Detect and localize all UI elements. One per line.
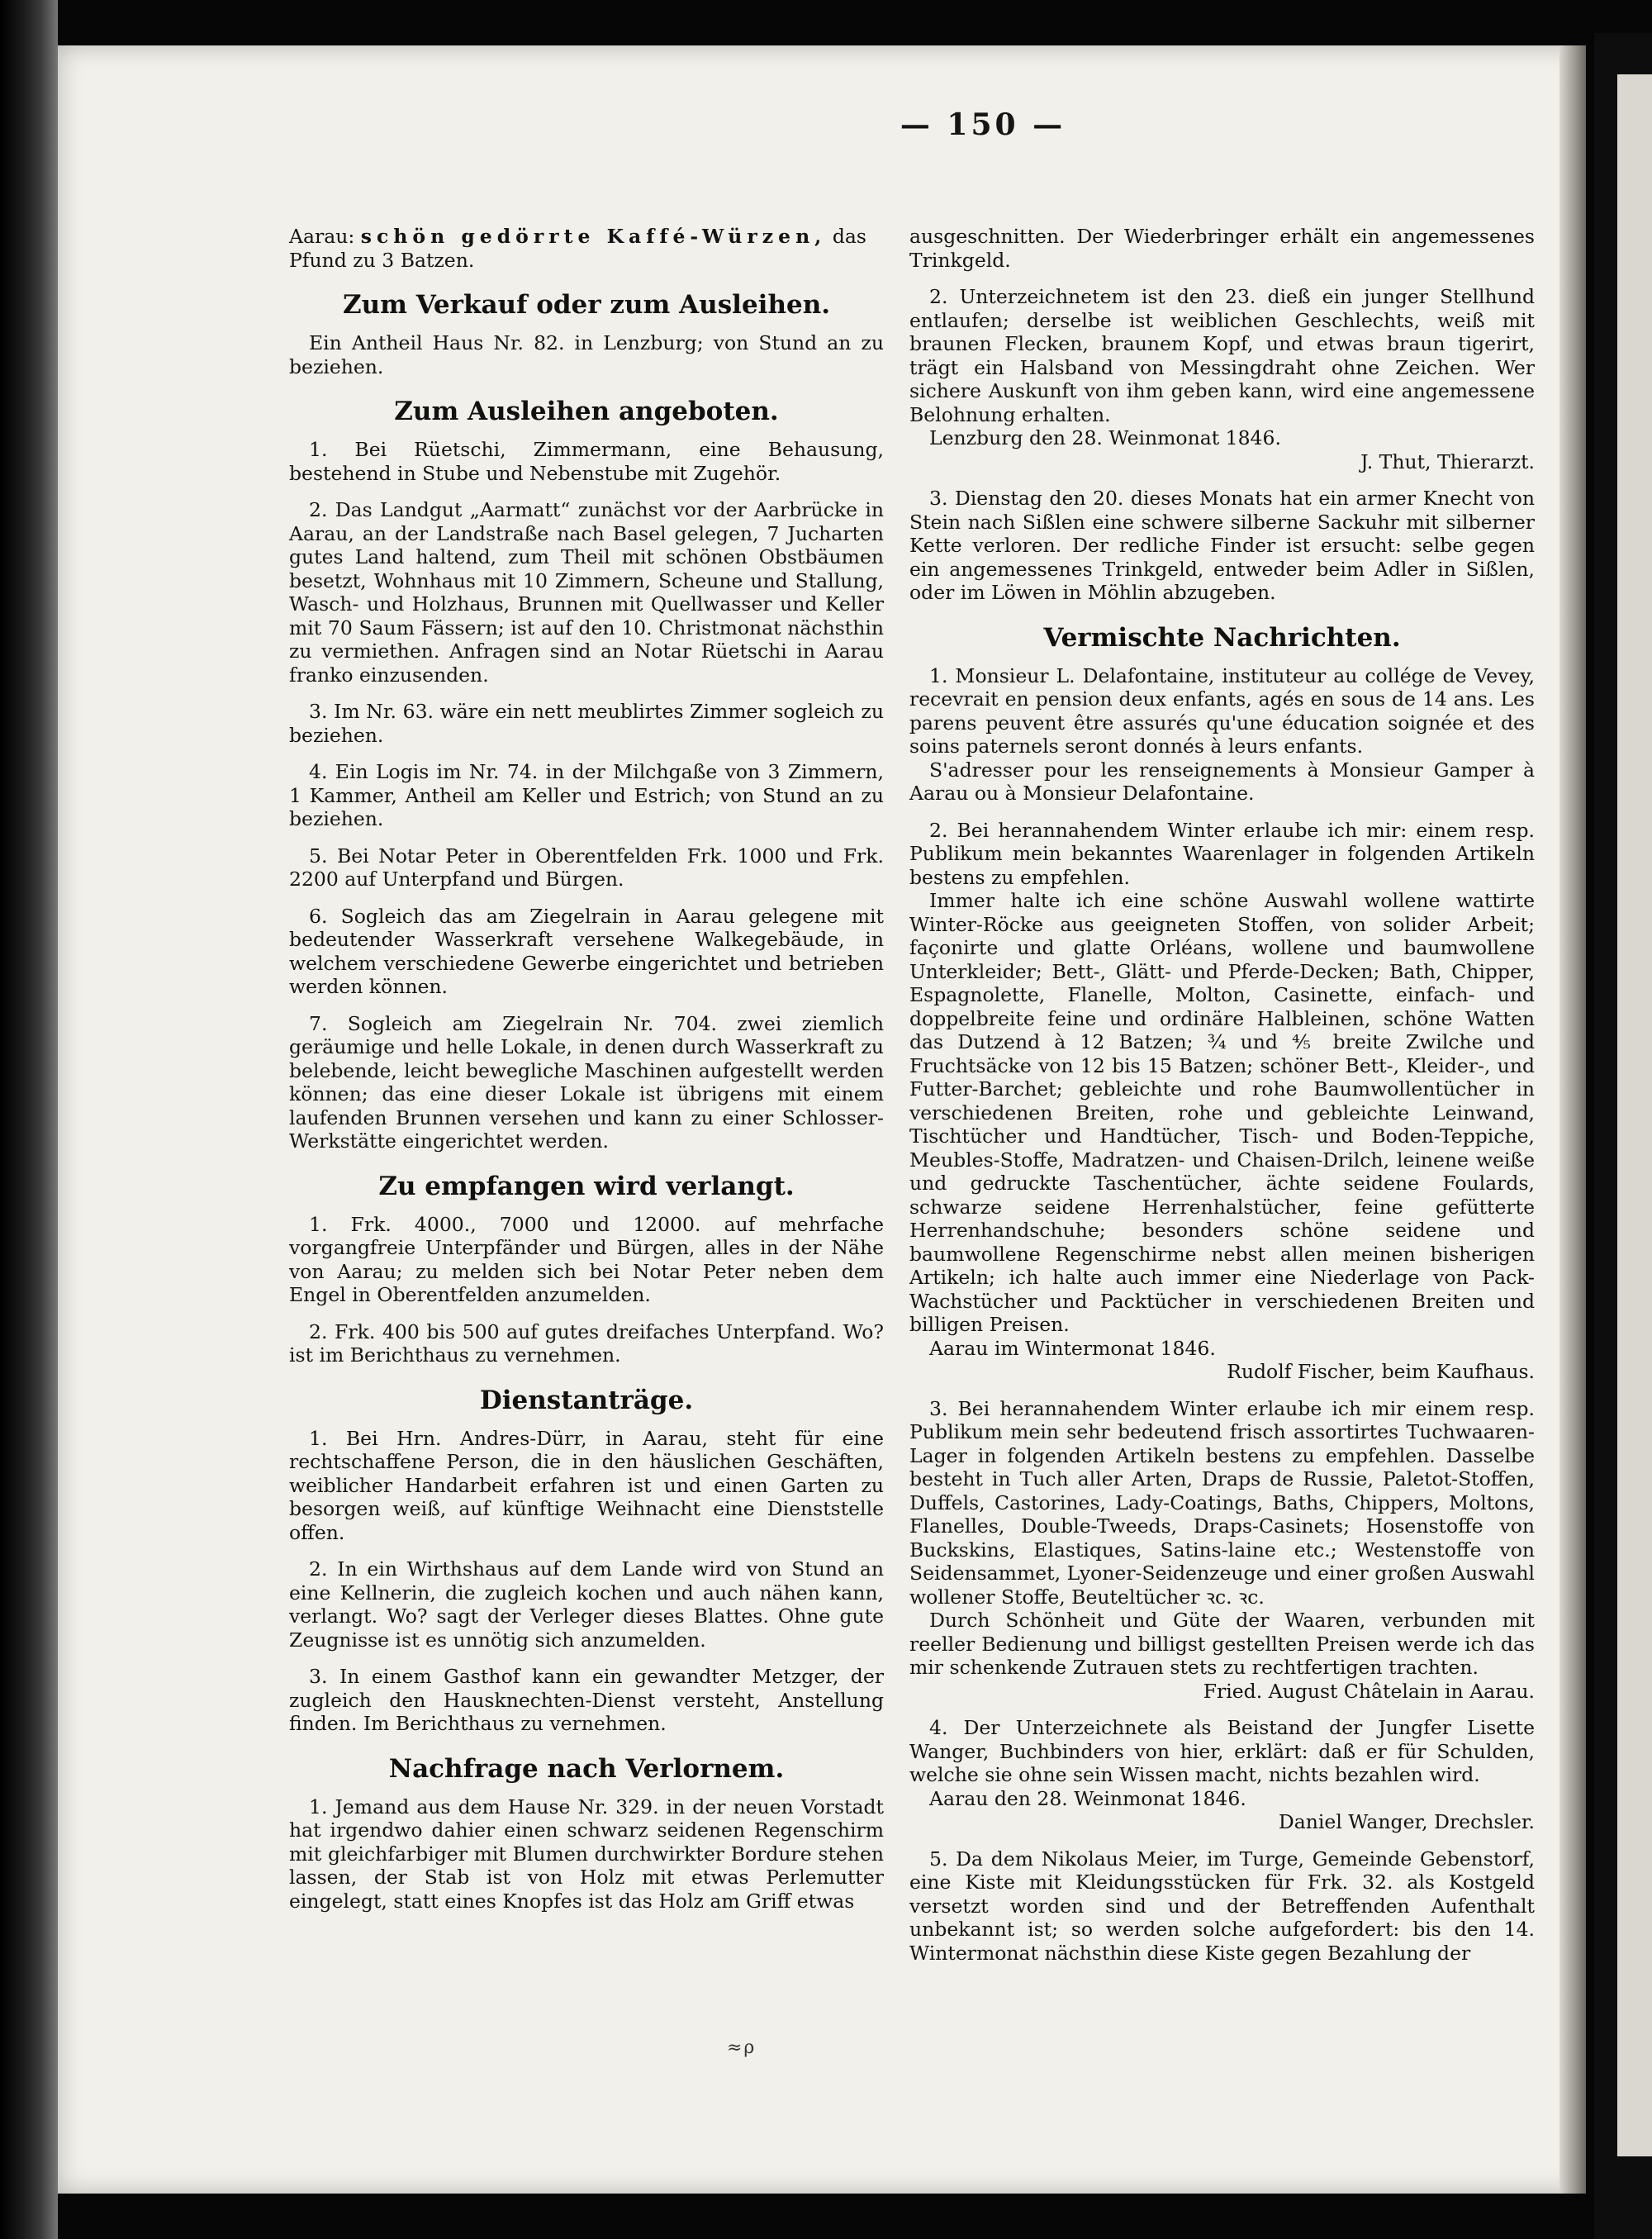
ausleihen-item-6: 6. Sogleich das am Ziegelrain in Aarau gelegene mit bedeutender Wasserkraft versehene Walkegebäude, in welchem verschiedene Gewerbe eingerichtet und betrieben werden können. [289, 904, 884, 998]
intro-prefix: Aarau: [289, 225, 355, 248]
heading-vermischte: Vermischte Nachrichten. [1043, 622, 1401, 653]
page-number: — 150 — [900, 107, 1066, 142]
lost-item-2-date: Lenzburg den 28. Weinmonat 1846. [929, 426, 1281, 449]
dienst-item-3: 3. In einem Gasthof kann ein gewandter Metzger, der zugleich den Hausknechten-Dienst versteht, Anstellung finden. Im Berichthaus zu vernehmen. [289, 1665, 884, 1735]
vermischte-item-2a: 2. Bei herannahendem Winter erlaube ich mir: einem resp. Publikum mein bekanntes Waarenlager in folgenden Artikeln bestens zu empfehlen. [909, 818, 1535, 889]
right-column [909, 225, 1535, 1965]
footer-mark: ≈ρ [727, 2037, 757, 2058]
intro-line-2: Pfund zu 3 Batzen. [289, 248, 475, 272]
vermischte-item-1a: 1. Monsieur L. Delafontaine, instituteur au collége de Vevey, recevrait en pension deux enfants, agés en sous de 14 ans. Les parens peuvent être assurés qu'une éducation soignée et des soins paternels seront donnés à leurs enfants. [909, 663, 1535, 758]
empfangen-item-2: 2. Frk. 400 bis 500 auf gutes dreifaches Unterpfand. Wo? ist im Berichthaus zu vernehmen. [289, 1319, 884, 1367]
vermischte-item-2-signature: Rudolf Fischer, beim Kaufhaus. [1227, 1360, 1535, 1383]
vermischte-item-2-date: Aarau im Wintermonat 1846. [929, 1336, 1216, 1360]
vermischte-item-3a: 3. Bei herannahendem Winter erlaube ich mir einem resp. Publikum mein sehr bedeutend frisch assortirtes Tuchwaaren-Lager in folgenden Artikeln bestens zu empfehlen. Dasselbe besteht in Tuch aller Arten, Draps de Russie, Paletot-Stoffen, Duffels, Castorines, Lady-Coatings, Baths, Chippers, Moltons, Flanelles, Double-Tweeds, Draps-Casinets; Hosenstoffe von Buckskins, Elastiques, Satins-laine etc.; Westenstoffe von Seidensammet, Lyoner-Seidenzeuge und einer großen Auswahl wollener Stoffe, Beuteltücher ꝛc. ꝛc. [909, 1396, 1535, 1609]
page-edge [1559, 45, 1586, 2194]
heading-ausleihen: Zum Ausleihen angeboten. [394, 397, 779, 426]
lost-item-2-signature: J. Thut, Thierarzt. [1360, 449, 1535, 473]
continued-text: ausgeschnitten. Der Wiederbringer erhält ein angemessenes Trinkgeld. [909, 225, 1535, 272]
heading-verloren: Nachfrage nach Verlornem. [388, 1753, 785, 1784]
vermischte-item-4-date: Aarau den 28. Weinmonat 1846. [929, 1786, 1246, 1810]
ausleihen-item-2: 2. Das Landgut „Aarmatt“ zunächst vor der Aarbrücke in Aarau, an der Landstraße nach Basel gelegen, 7 Jucharten gutes Land haltend, zum Theil mit schönen Obstbäumen besetzt, Wohnhaus mit 10 Zimmern, Scheune und Stallung, Wasch- und Holzhaus, Brunnen mit Quellwasser und Keller mit 70 Saum Fässern; ist auf den 10. Christmonat nächsthin zu vermiethen. Anfragen sind an Notar Rüetschi in Aarau franko einzusenden. [289, 498, 884, 687]
vermischte-item-3b: Durch Schönheit und Güte der Waaren, verbunden mit reeller Bedienung und billigst gestellten Preisen werde ich das mir schenkende Zutrauen stets zu rechtfertigen trachten. [909, 1609, 1535, 1679]
next-page-strip [1617, 74, 1652, 2156]
intro-suffix: das [832, 225, 866, 248]
heading-dienst: Dienstanträge. [479, 1385, 694, 1415]
ausleihen-item-3: 3. Im Nr. 63. wäre ein nett meublirtes Zimmer sogleich zu beziehen. [289, 700, 884, 747]
dienst-item-1: 1. Bei Hrn. Andres-Dürr, in Aarau, steht für eine rechtschaffene Person, die in den häuslichen Geschäften, weiblicher Handarbeit erfahren ist und einen Garten zu besorgen weiß, auf künftige Weihnacht eine Dienststelle offen. [289, 1426, 884, 1544]
vermischte-item-5: 5. Da dem Nikolaus Meier, im Turge, Gemeinde Gebenstorf, eine Kiste mit Kleidungsstücken für Frk. 32. als Kostgeld versetzt worden sind und der Betreffenden Aufenthalt unbekannt ist; so werden solche aufgefordert: bis den 14. Wintermonat nächsthin diese Kiste gegen Bezahlung der [909, 1847, 1535, 1965]
ausleihen-item-7: 7. Sogleich am Ziegelrain Nr. 704. zwei ziemlich geräumige und helle Lokale, in denen durch Wasserkraft zu belebende, leicht bewegliche Maschinen aufgestellt werden können; das eine dieser Lokale ist übrigens mit einem laufenden Brunnen versehen und kann zu einer Schlosser-Werkstätte eingerichtet werden. [289, 1011, 884, 1153]
dienst-item-2: 2. In ein Wirthshaus auf dem Lande wird von Stund an eine Kellnerin, die zugleich kochen und auch nähen kann, verlangt. Wo? sagt der Verleger dieses Blattes. Ohne gute Zeugnisse ist es unnötig sich anzumelden. [289, 1557, 884, 1652]
intro-line-1 [289, 225, 884, 249]
ausleihen-item-1: 1. Bei Rüetschi, Zimmermann, eine Behausung, bestehend in Stube und Nebenstube mit Zugehör. [289, 438, 884, 485]
vermischte-item-4: 4. Der Unterzeichnete als Beistand der Jungfer Lisette Wanger, Buchbinders von hier, erklärt: daß er für Schulden, welche sie ohne sein Wissen macht, nichts bezahlen wird. [909, 1716, 1535, 1786]
lost-item-2: 2. Unterzeichnetem ist den 23. dieß ein junger Stellhund entlaufen; derselbe ist weiblichen Geschlechts, weiß mit braunen Flecken, braunem Kopf, und etwas braun tigerirt, trägt ein Halsband von Messingdraht ohne Zeichen. Wer sichere Auskunft von ihm geben kann, wird eine angemessene Belohnung erhalten. [909, 285, 1535, 426]
vermischte-item-4-signature: Daniel Wanger, Drechsler. [1278, 1810, 1535, 1833]
vermischte-item-1b: S'adresser pour les renseignements à Monsieur Gamper à Aarau ou à Monsieur Delafontaine. [909, 758, 1535, 805]
verloren-item-1: 1. Jemand aus dem Hause Nr. 329. in der neuen Vorstadt hat irgendwo dahier einen schwarz seidenen Regenschirm mit gleichfarbiger mit Blumen durchwirkter Bordure stehen lassen, der Stab ist von Holz mit etwas Perlemutter eingelegt, statt eines Knopfes ist das Holz am Griff etwas [289, 1795, 884, 1913]
left-column [289, 225, 884, 1913]
scan-left-edge [0, 0, 58, 2239]
verkauf-text: Ein Antheil Haus Nr. 82. in Lenzburg; von Stund an zu beziehen. [289, 331, 884, 378]
ausleihen-item-4: 4. Ein Logis im Nr. 74. in der Milchgaße von 3 Zimmern, 1 Kammer, Antheil am Keller und Estrich; von Stund an zu beziehen. [289, 760, 884, 830]
lost-item-3: 3. Dienstag den 20. dieses Monats hat ein armer Knecht von Stein nach Sißlen eine schwere silberne Sackuhr mit silberner Kette verloren. Der redliche Finder ist ersucht: selbe gegen ein angemessenes Trinkgeld, entweder beim Adler in Sißlen, oder im Löwen in Möhlin abzugeben. [909, 487, 1535, 604]
heading-empfangen: Zu empfangen wird verlangt. [378, 1171, 795, 1201]
vermischte-item-3-signature: Fried. August Châtelain in Aarau. [1203, 1679, 1535, 1703]
intro-spaced: schön gedörrte Kaffé-Würzen, [360, 225, 827, 248]
vermischte-item-2b: Immer halte ich eine schöne Auswahl wollene wattirte Winter-Röcke aus geeigneten Stoffen, von solider Arbeit; façonirte und glatte Orléans, wollene und baumwollene Unterkleider; Bett-, Glätt- und Pferde-Decken; Bath, Chipper, Espagnolette, Flanelle, Molton, Casinette, einfach- und doppelbreite feine und ordinäre Halbleinen, schöne Watten das Dutzend à 12 Batzen; ¾ und ⅘ breite Zwilche und Fruchtsäcke von 12 bis 15 Batzen; schöner Bett-, Kleider-, und Futter-Barchet; gebleichte und rohe Baumwollentücher in verschiedenen Breiten, rohe und gebleichte Leinwand, Tischtücher und Handtücher, Tisch- und Boden-Teppiche, Meubles-Stoffe, Madratzen- und Chaisen-Drilch, leinene weiße und gedruckte Taschentücher, ächte seidene Foulards, schwarze seidene Herrenhalstücher, feine gefütterte Herrenhandschuhe; besonders schöne seidene und baumwollene Regenschirme nebst allen meinen bisherigen Artikeln; ich halte auch immer eine Niederlage von Pack-Wachstücher und Packtücher in verschiedenen Breiten und billigen Preisen. [909, 889, 1535, 1336]
empfangen-item-1: 1. Frk. 4000., 7000 und 12000. auf mehrfache vorgangfreie Unterpfänder und Bürgen, alles in der Nähe von Aarau; zu melden sich bei Notar Peter neben dem Engel in Oberentfelden anzumelden. [289, 1212, 884, 1306]
heading-verkauf: Zum Verkauf oder zum Ausleihen. [342, 290, 831, 320]
ausleihen-item-5: 5. Bei Notar Peter in Oberentfelden Frk. 1000 und Frk. 2200 auf Unterpfand und Bürgen. [289, 844, 884, 891]
